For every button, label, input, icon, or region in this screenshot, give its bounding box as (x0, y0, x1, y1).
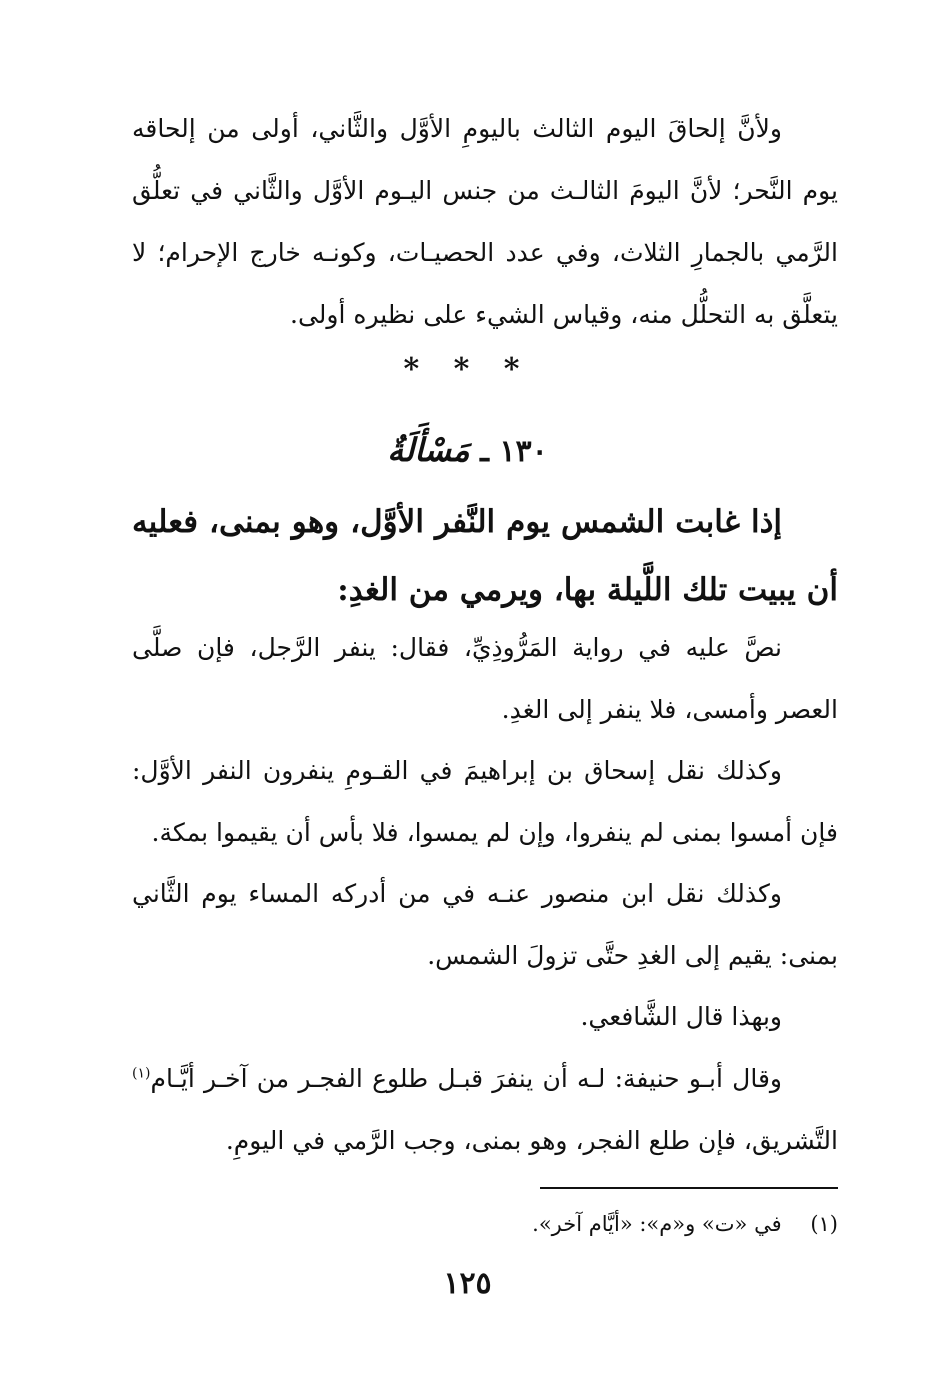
footnote-divider (540, 1187, 838, 1189)
issue-dash: ـ (480, 434, 489, 469)
footnote-number: (١) (810, 1212, 838, 1236)
body-paragraph-5-end: التَّشريق، فإن طلع الفجر، وهو بمنى، وجب الرَّمي في اليومِ. (225, 1126, 838, 1155)
body-paragraph-3: وكذلك نقل ابن منصور عنـه في من أدركه المساء يوم الثَّاني بمنى: يقيم إلى الغدِ حتَّى تزولَ الشمس. (132, 879, 838, 970)
body-paragraph-4: وبهذا قال الشَّافعي. (580, 1002, 782, 1031)
footnote-marker[interactable]: (١) (132, 1065, 151, 1082)
footnote-text: في «ت» و«م»: «أيَّام آخر». (532, 1212, 782, 1236)
page-number: ١٢٥ (443, 1266, 492, 1301)
section-separator: * * * (403, 352, 532, 387)
footnote (132, 1204, 838, 1244)
opening-paragraph: ولأنَّ إلحاقَ اليوم الثالث باليومِ الأوَّل والثَّاني، أولى من إلحاقه يوم النَّحر؛ لأنَّ اليومَ الثالـث من جنس اليـوم الأوَّل والثَّاني في تعلُّق الرَّمي بالجمارِ الثلاث، وفي عدد الحصيـات، وكونـه خارج الإحرام؛ لا يتعلَّق به التحلُّل منه، وقياس الشيء على نظيره أولى. (132, 114, 838, 329)
issue-number: ١٣٠ (499, 434, 548, 469)
body-paragraph-5-start: وقال أبـو حنيفة: لـه أن ينفرَ قبـل طلوع الفجـر من آخـر أيَّـام (150, 1064, 782, 1093)
body-paragraph-2: وكذلك نقل إسحاق بن إبراهيمَ في القـومِ ينفرون النفر الأوَّل: فإن أمسوا بمنى لم ينفروا، وإن لم يمسوا، فلا بأس أن يقيموا بمكة. (132, 756, 838, 847)
body-paragraph-5 (132, 1048, 838, 1172)
body-paragraph-1: نصَّ عليه في رواية المَرُّوذِيِّ، فقال: ينفر الرَّجل، فإن صلَّى العصر وأمسى، فلا ينفر إلى الغدِ. (132, 633, 838, 724)
issue-statement: إذا غابت الشمس يوم النَّفر الأوَّل، وهو بمنى، فعليه أن يبيت تلك اللَّيلة بها، ويرمي من الغدِ: (132, 504, 838, 608)
issue-heading (0, 420, 935, 482)
issue-label: مَسْأَلَةٌ (387, 431, 470, 469)
